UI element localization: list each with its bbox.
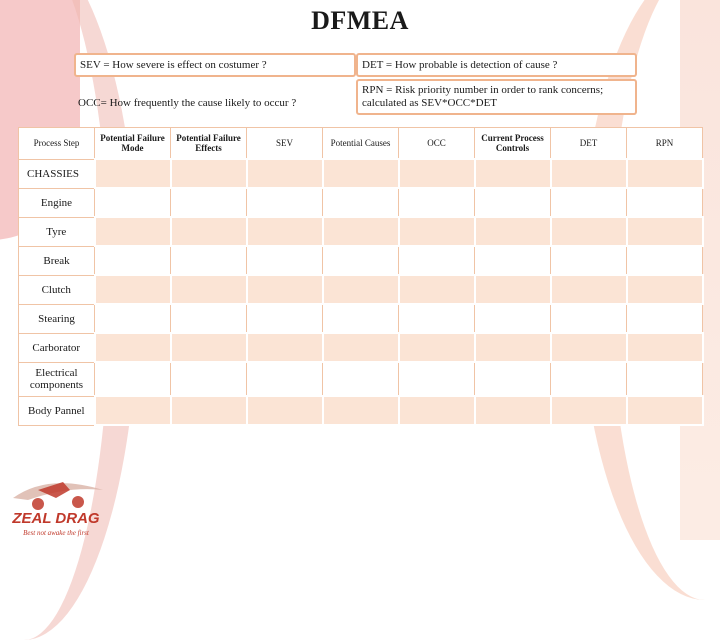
table-cell[interactable] bbox=[171, 246, 247, 275]
table-row bbox=[19, 396, 703, 425]
table-cell[interactable] bbox=[95, 304, 171, 333]
table-cell[interactable] bbox=[551, 396, 627, 425]
table-cell[interactable] bbox=[475, 159, 551, 188]
table-cell[interactable] bbox=[475, 396, 551, 425]
table-cell[interactable] bbox=[551, 333, 627, 362]
table-cell[interactable] bbox=[627, 275, 703, 304]
legend-occ: OCC= How frequently the cause likely to occur ? bbox=[78, 97, 297, 109]
header-rpn: RPN bbox=[627, 128, 703, 160]
table-cell[interactable] bbox=[627, 333, 703, 362]
table-cell[interactable] bbox=[627, 246, 703, 275]
table-cell[interactable] bbox=[247, 396, 323, 425]
table-cell[interactable] bbox=[247, 246, 323, 275]
row-label: Tyre bbox=[19, 217, 95, 246]
table-cell[interactable] bbox=[171, 217, 247, 246]
header-sev: SEV bbox=[247, 128, 323, 160]
table-cell[interactable] bbox=[399, 188, 475, 217]
table-cell[interactable] bbox=[475, 362, 551, 396]
kart-logo-icon bbox=[8, 468, 108, 538]
header-det: DET bbox=[551, 128, 627, 160]
table-cell[interactable] bbox=[95, 217, 171, 246]
logo-brand: ZEAL DRAG bbox=[12, 510, 100, 527]
table-cell[interactable] bbox=[551, 275, 627, 304]
zeal-drag-logo bbox=[8, 468, 108, 538]
table-cell[interactable] bbox=[475, 333, 551, 362]
table-row bbox=[19, 362, 703, 396]
table-cell[interactable] bbox=[475, 246, 551, 275]
header-process-controls: Current Process Controls bbox=[475, 128, 551, 160]
table-cell[interactable] bbox=[399, 362, 475, 396]
table-cell[interactable] bbox=[475, 304, 551, 333]
table-cell[interactable] bbox=[627, 362, 703, 396]
row-label: Break bbox=[19, 246, 95, 275]
row-label: Clutch bbox=[19, 275, 95, 304]
table-cell[interactable] bbox=[247, 333, 323, 362]
table-row bbox=[19, 188, 703, 217]
table-cell[interactable] bbox=[399, 304, 475, 333]
logo-tagline: Best not awake the first bbox=[23, 529, 89, 537]
table-row bbox=[19, 275, 703, 304]
table-cell[interactable] bbox=[95, 246, 171, 275]
table-cell[interactable] bbox=[171, 275, 247, 304]
row-label: CHASSIES bbox=[19, 159, 95, 188]
table-cell[interactable] bbox=[627, 188, 703, 217]
table-cell[interactable] bbox=[627, 217, 703, 246]
table-row bbox=[19, 217, 703, 246]
row-label: Body Pannel bbox=[19, 396, 95, 425]
table-cell[interactable] bbox=[323, 159, 399, 188]
row-label: Carborator bbox=[19, 333, 95, 362]
table-cell[interactable] bbox=[399, 246, 475, 275]
table-cell[interactable] bbox=[399, 396, 475, 425]
table-cell[interactable] bbox=[475, 275, 551, 304]
table-cell[interactable] bbox=[551, 362, 627, 396]
table-cell[interactable] bbox=[95, 396, 171, 425]
table-cell[interactable] bbox=[399, 275, 475, 304]
table-cell[interactable] bbox=[551, 188, 627, 217]
table-cell[interactable] bbox=[627, 159, 703, 188]
table-cell[interactable] bbox=[399, 333, 475, 362]
table-cell[interactable] bbox=[399, 159, 475, 188]
table-header-row bbox=[19, 128, 703, 160]
row-label: Electrical components bbox=[19, 362, 95, 396]
table-cell[interactable] bbox=[475, 217, 551, 246]
header-failure-mode: Potential Failure Mode bbox=[95, 128, 171, 160]
table-row bbox=[19, 304, 703, 333]
table-cell[interactable] bbox=[247, 217, 323, 246]
header-process-step: Process Step bbox=[19, 128, 95, 160]
table-cell[interactable] bbox=[627, 304, 703, 333]
table-cell[interactable] bbox=[171, 188, 247, 217]
table-cell[interactable] bbox=[171, 396, 247, 425]
table-cell[interactable] bbox=[247, 275, 323, 304]
table-cell[interactable] bbox=[95, 333, 171, 362]
table-cell[interactable] bbox=[171, 304, 247, 333]
table-cell[interactable] bbox=[551, 159, 627, 188]
table-cell[interactable] bbox=[247, 188, 323, 217]
row-label: Engine bbox=[19, 188, 95, 217]
table-cell[interactable] bbox=[323, 275, 399, 304]
table-cell[interactable] bbox=[551, 304, 627, 333]
table-cell[interactable] bbox=[171, 362, 247, 396]
table-cell[interactable] bbox=[399, 217, 475, 246]
table-row bbox=[19, 159, 703, 188]
table-cell[interactable] bbox=[95, 188, 171, 217]
table-cell[interactable] bbox=[95, 275, 171, 304]
header-potential-causes: Potential Causes bbox=[323, 128, 399, 160]
table-cell[interactable] bbox=[551, 246, 627, 275]
table-cell[interactable] bbox=[323, 217, 399, 246]
table-cell[interactable] bbox=[323, 396, 399, 425]
legend-det: DET = How probable is detection of cause ? bbox=[356, 53, 637, 77]
row-label: Stearing bbox=[19, 304, 95, 333]
table-cell[interactable] bbox=[323, 188, 399, 217]
header-failure-effects: Potential Failure Effects bbox=[171, 128, 247, 160]
table-cell[interactable] bbox=[171, 333, 247, 362]
table-cell[interactable] bbox=[323, 362, 399, 396]
table-cell[interactable] bbox=[247, 304, 323, 333]
table-cell[interactable] bbox=[475, 188, 551, 217]
table-row bbox=[19, 333, 703, 362]
table-cell[interactable] bbox=[171, 159, 247, 188]
table-cell[interactable] bbox=[247, 362, 323, 396]
table-cell[interactable] bbox=[95, 159, 171, 188]
table-row bbox=[19, 246, 703, 275]
table-cell[interactable] bbox=[323, 304, 399, 333]
table-cell[interactable] bbox=[323, 246, 399, 275]
table-cell[interactable] bbox=[551, 217, 627, 246]
dfmea-table bbox=[18, 127, 704, 426]
page-title: DFMEA bbox=[311, 6, 409, 35]
legend-rpn: RPN = Risk priority number in order to rank concerns; calculated as SEV*OCC*DET bbox=[356, 79, 637, 115]
header-occ: OCC bbox=[399, 128, 475, 160]
legend-sev: SEV = How severe is effect on costumer ? bbox=[74, 53, 356, 77]
table-cell[interactable] bbox=[247, 159, 323, 188]
table-cell[interactable] bbox=[323, 333, 399, 362]
table-cell[interactable] bbox=[627, 396, 703, 425]
table-cell[interactable] bbox=[95, 362, 171, 396]
